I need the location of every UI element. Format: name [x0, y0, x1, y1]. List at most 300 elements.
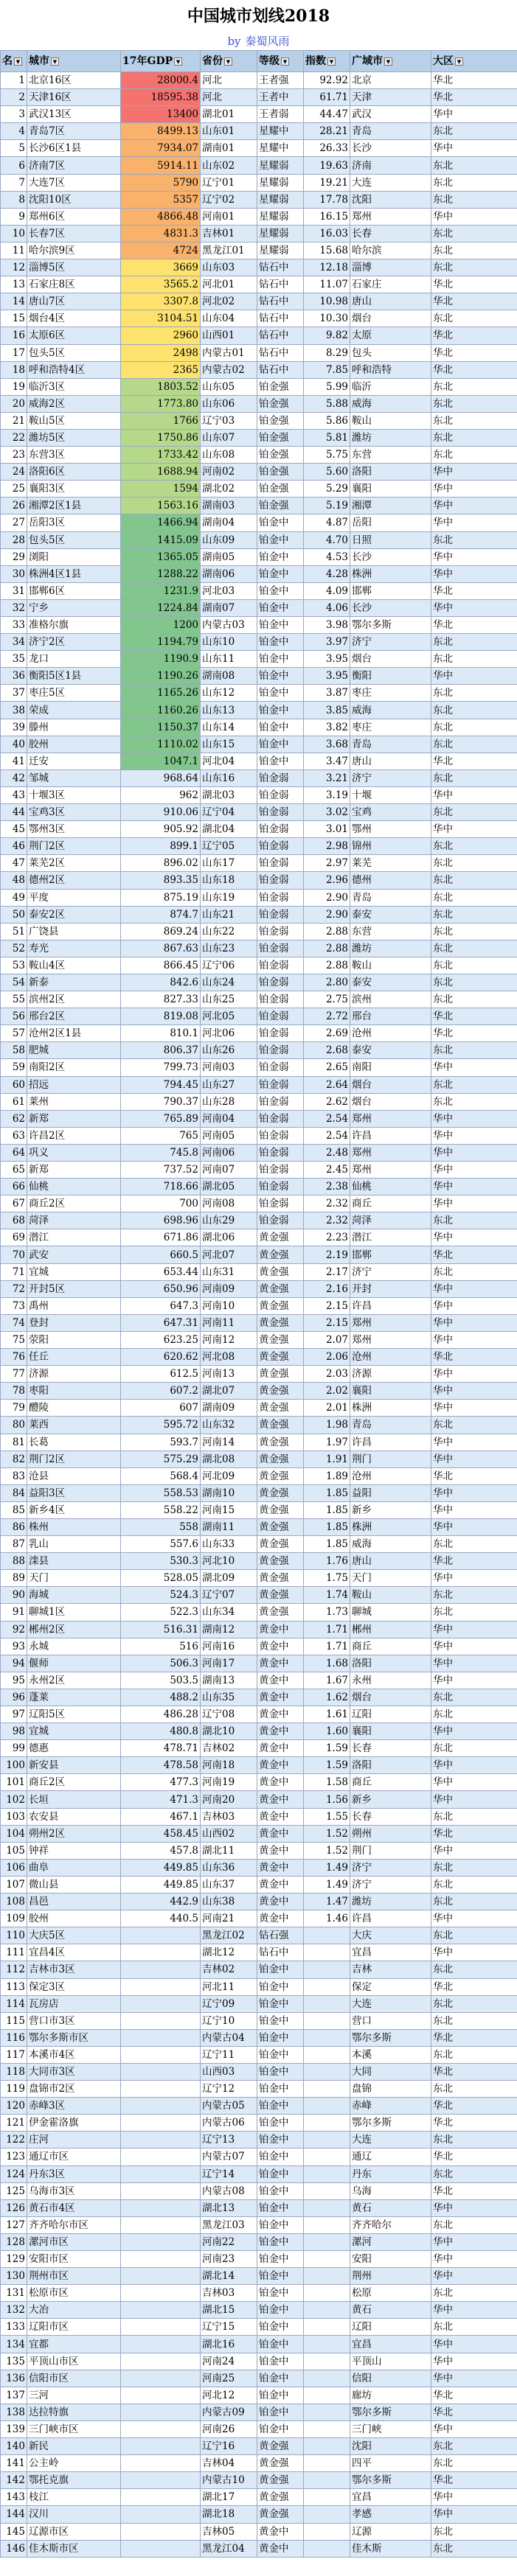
- cell-index: 2.69: [304, 1025, 350, 1042]
- cell-province: 河南03: [201, 1059, 257, 1076]
- cell-metro: 鄂尔多斯: [350, 2404, 431, 2420]
- table-row: [1, 786, 517, 803]
- filter-dropdown-icon: ▼: [384, 57, 392, 66]
- col-header-tier[interactable]: 等级 ▼: [257, 51, 304, 72]
- cell-rank: 119: [1, 2081, 27, 2098]
- cell-city: 郑州6区: [27, 208, 121, 225]
- cell-rank: 47: [1, 855, 27, 872]
- cell-region: 东北: [431, 1604, 517, 1621]
- cell-city: 通辽市区: [27, 2149, 121, 2165]
- cell-region: 华北: [431, 1025, 517, 1042]
- cell-index: 1.56: [304, 1791, 350, 1808]
- cell-city: 沧州2区1县: [27, 1025, 121, 1042]
- col-header-index[interactable]: 指数 ▼: [304, 51, 350, 72]
- cell-tier: 钻石中: [257, 344, 304, 361]
- filter-dropdown-icon: ▼: [281, 57, 289, 66]
- cell-province: 湖北11: [201, 1842, 257, 1859]
- cell-tier: 黄金强: [257, 1349, 304, 1366]
- cell-rank: 6: [1, 157, 27, 174]
- cell-region: 华北: [431, 2149, 517, 2165]
- cell-region: 东北: [431, 769, 517, 786]
- cell-city: 宝鸡3区: [27, 804, 121, 821]
- cell-tier: 铂金中: [257, 2165, 304, 2182]
- cell-metro: 鞍山: [350, 957, 431, 974]
- cell-region: 华中: [431, 1179, 517, 1195]
- cell-region: 东北: [431, 1689, 517, 1706]
- cell-metro: 太原: [350, 327, 431, 344]
- cell-index: 19.63: [304, 157, 350, 174]
- cell-province: 辽宁16: [201, 2438, 257, 2455]
- cell-metro: 长沙: [350, 140, 431, 157]
- cell-city: 太原6区: [27, 327, 121, 344]
- cell-province: 山东12: [201, 685, 257, 702]
- cell-index: [304, 2029, 350, 2046]
- cell-city: 莱芜2区: [27, 855, 121, 872]
- cell-metro: 邯郸: [350, 1246, 431, 1263]
- cell-index: [304, 2438, 350, 2455]
- cell-gdp: [121, 1978, 201, 1995]
- cell-rank: 118: [1, 2063, 27, 2080]
- cell-gdp: [121, 2268, 201, 2285]
- cell-gdp: 530.3: [121, 1553, 201, 1570]
- cell-region: 华中: [431, 668, 517, 685]
- cell-province: 河北06: [201, 1025, 257, 1042]
- col-header-city[interactable]: 城市 ▼: [27, 51, 121, 72]
- table-row: [1, 481, 517, 498]
- page-title: 中国城市划线2018: [187, 7, 330, 26]
- cell-province: 吉林02: [201, 1740, 257, 1757]
- cell-metro: 安阳: [350, 2251, 431, 2268]
- cell-region: 华中: [431, 1195, 517, 1212]
- cell-city: 禹州: [27, 1297, 121, 1314]
- cell-province: 吉林03: [201, 2285, 257, 2302]
- cell-city: 昌邑: [27, 1893, 121, 1910]
- cell-tier: 铂金中: [257, 2098, 304, 2115]
- cell-metro: 泰安: [350, 974, 431, 991]
- cell-gdp: 623.25: [121, 1331, 201, 1348]
- cell-province: 辽宁06: [201, 957, 257, 974]
- cell-rank: 129: [1, 2251, 27, 2268]
- cell-province: 河北09: [201, 1467, 257, 1484]
- cell-metro: 天津: [350, 89, 431, 106]
- cell-province: 山东35: [201, 1689, 257, 1706]
- table-row: [1, 599, 517, 616]
- cell-province: 山东09: [201, 531, 257, 548]
- col-header-region[interactable]: 大区 ▼: [431, 51, 517, 72]
- cell-region: 华中: [431, 565, 517, 582]
- cell-gdp: 875.19: [121, 889, 201, 906]
- cell-rank: 114: [1, 1995, 27, 2012]
- cell-gdp: 1047.1: [121, 753, 201, 769]
- cell-region: 东北: [431, 2132, 517, 2149]
- cell-index: 1.58: [304, 1774, 350, 1791]
- cell-city: 新郑: [27, 1162, 121, 1179]
- cell-rank: 8: [1, 191, 27, 208]
- cell-index: 1.67: [304, 1672, 350, 1689]
- cell-city: 赤峰3区: [27, 2098, 121, 2115]
- cell-metro: 哈尔滨: [350, 242, 431, 259]
- cell-rank: 106: [1, 1859, 27, 1876]
- cell-metro: 荆州: [350, 2268, 431, 2285]
- cell-province: 山东34: [201, 1604, 257, 1621]
- cell-metro: 锦州: [350, 838, 431, 855]
- table-row: [1, 1349, 517, 1366]
- cell-rank: 30: [1, 565, 27, 582]
- cell-metro: 宜昌: [350, 2489, 431, 2506]
- table-row: [1, 1893, 517, 1910]
- table-row: [1, 2182, 517, 2199]
- cell-province: 湖北06: [201, 1229, 257, 1246]
- cell-region: 东北: [431, 1808, 517, 1825]
- table-row: [1, 668, 517, 685]
- cell-province: 河南12: [201, 1331, 257, 1348]
- table-row: [1, 1417, 517, 1434]
- cell-index: 3.19: [304, 786, 350, 803]
- cell-index: 92.92: [304, 72, 350, 89]
- cell-gdp: [121, 2081, 201, 2098]
- cell-province: 湖南01: [201, 140, 257, 157]
- cell-tier: 铂金弱: [257, 1042, 304, 1059]
- cell-rank: 91: [1, 1604, 27, 1621]
- cell-index: 2.80: [304, 974, 350, 991]
- table-row: [1, 514, 517, 531]
- cell-province: 河南20: [201, 1791, 257, 1808]
- cell-tier: 星耀弱: [257, 242, 304, 259]
- cell-city: 平顶山市区: [27, 2353, 121, 2370]
- cell-province: 辽宁03: [201, 412, 257, 429]
- cell-province: 湖南08: [201, 668, 257, 685]
- cell-index: 2.02: [304, 1383, 350, 1400]
- cell-province: 湖南12: [201, 1621, 257, 1638]
- cell-index: 2.54: [304, 1110, 350, 1127]
- table-row: [1, 634, 517, 651]
- cell-metro: 乌海: [350, 2182, 431, 2199]
- cell-region: 华北: [431, 2098, 517, 2115]
- cell-province: 湖北15: [201, 2302, 257, 2319]
- cell-city: 淄博5区: [27, 259, 121, 276]
- cell-region: 东北: [431, 531, 517, 548]
- cell-rank: 48: [1, 872, 27, 889]
- cell-gdp: 2365: [121, 361, 201, 378]
- cell-region: 华中: [431, 1400, 517, 1417]
- cell-rank: 123: [1, 2149, 27, 2165]
- cell-gdp: [121, 2182, 201, 2199]
- cell-city: 临沂3区: [27, 378, 121, 395]
- table-row: [1, 2233, 517, 2250]
- cell-metro: 天门: [350, 1570, 431, 1587]
- cell-metro: 武汉: [350, 106, 431, 123]
- cell-gdp: 1803.52: [121, 378, 201, 395]
- cell-rank: 124: [1, 2165, 27, 2182]
- cell-metro: 聊城: [350, 1604, 431, 1621]
- cell-rank: 86: [1, 1518, 27, 1535]
- cell-rank: 121: [1, 2115, 27, 2132]
- cell-tier: 铂金中: [257, 2063, 304, 2080]
- cell-province: 山东21: [201, 906, 257, 923]
- cell-tier: 黄金中: [257, 1876, 304, 1893]
- cell-tier: 星耀弱: [257, 174, 304, 191]
- cell-city: 枝江: [27, 2489, 121, 2506]
- cell-province: 湖北10: [201, 1723, 257, 1740]
- cell-index: 4.87: [304, 514, 350, 531]
- cell-index: [304, 2540, 350, 2557]
- cell-region: 华中: [431, 1366, 517, 1383]
- cell-rank: 33: [1, 617, 27, 634]
- cell-gdp: [121, 2506, 201, 2523]
- cell-tier: 铂金中: [257, 514, 304, 531]
- cell-province: 山西01: [201, 327, 257, 344]
- cell-gdp: 790.37: [121, 1093, 201, 1110]
- cell-rank: 21: [1, 412, 27, 429]
- cell-city: 荣成: [27, 702, 121, 719]
- cell-index: 2.88: [304, 940, 350, 957]
- cell-region: 东北: [431, 872, 517, 889]
- table-row: [1, 1059, 517, 1076]
- cell-city: 肥城: [27, 1042, 121, 1059]
- table-row: [1, 1297, 517, 1314]
- table-row: [1, 2098, 517, 2115]
- cell-city: 益阳3区: [27, 1484, 121, 1501]
- cell-province: 湖北03: [201, 786, 257, 803]
- table-row: [1, 1179, 517, 1195]
- cell-rank: 56: [1, 1008, 27, 1025]
- cell-tier: 铂金中: [257, 634, 304, 651]
- cell-rank: 130: [1, 2268, 27, 2285]
- cell-province: 辽宁11: [201, 2046, 257, 2063]
- table-row: [1, 1553, 517, 1570]
- table-row: [1, 1093, 517, 1110]
- table-row: [1, 2029, 517, 2046]
- cell-metro: 襄阳: [350, 481, 431, 498]
- col-header-province[interactable]: 省份 ▼: [201, 51, 257, 72]
- cell-gdp: 799.73: [121, 1059, 201, 1076]
- cell-metro: 株洲: [350, 565, 431, 582]
- cell-tier: 铂金中: [257, 1995, 304, 2012]
- cell-index: 3.02: [304, 804, 350, 821]
- cell-tier: 黄金中: [257, 1774, 304, 1791]
- cell-province: 内蒙古04: [201, 2029, 257, 2046]
- table-row: [1, 889, 517, 906]
- filter-dropdown-icon: ▼: [174, 57, 182, 66]
- cell-metro: 长春: [350, 1808, 431, 1825]
- cell-region: 华北: [431, 344, 517, 361]
- cell-city: 东营3区: [27, 447, 121, 464]
- cell-province: 山东32: [201, 1417, 257, 1434]
- cell-gdp: [121, 1961, 201, 1978]
- cell-rank: 103: [1, 1808, 27, 1825]
- cell-city: 枣庄5区: [27, 685, 121, 702]
- cell-rank: 36: [1, 668, 27, 685]
- table-row: [1, 2132, 517, 2149]
- cell-metro: 长沙: [350, 548, 431, 565]
- col-header-rank[interactable]: 名 ▼: [1, 51, 27, 72]
- table-row: [1, 2063, 517, 2080]
- cell-city: 青岛7区: [27, 123, 121, 140]
- cell-metro: 新乡: [350, 1791, 431, 1808]
- cell-metro: 许昌: [350, 1910, 431, 1927]
- cell-region: 华中: [431, 1672, 517, 1689]
- cell-rank: 34: [1, 634, 27, 651]
- byline-author: 秦蜀风雨: [245, 35, 290, 48]
- cell-gdp: 765: [121, 1127, 201, 1144]
- table-row: [1, 1008, 517, 1025]
- table-row: [1, 906, 517, 923]
- cell-city: 宜都: [27, 2336, 121, 2353]
- cell-index: [304, 2302, 350, 2319]
- cell-province: 黑龙江01: [201, 242, 257, 259]
- cell-tier: 铂金强: [257, 498, 304, 514]
- cell-gdp: 1150.37: [121, 719, 201, 736]
- cell-metro: 郑州: [350, 208, 431, 225]
- cell-metro: 洛阳: [350, 1757, 431, 1774]
- cell-rank: 100: [1, 1757, 27, 1774]
- cell-tier: 铂金弱: [257, 855, 304, 872]
- cell-tier: 钻石强: [257, 1927, 304, 1944]
- cell-rank: 46: [1, 838, 27, 855]
- table-row: [1, 1961, 517, 1978]
- table-row: [1, 2285, 517, 2302]
- cell-region: 华中: [431, 1774, 517, 1791]
- cell-metro: 通辽: [350, 2149, 431, 2165]
- cell-gdp: 867.63: [121, 940, 201, 957]
- cell-gdp: 810.1: [121, 1025, 201, 1042]
- cell-city: 滨州2区: [27, 991, 121, 1008]
- cell-tier: 铂金弱: [257, 786, 304, 803]
- cell-city: 平度: [27, 889, 121, 906]
- cell-index: [304, 2506, 350, 2523]
- table-row: [1, 344, 517, 361]
- cell-city: 保定3区: [27, 1978, 121, 1995]
- cell-province: 湖北16: [201, 2336, 257, 2353]
- cell-index: 2.90: [304, 906, 350, 923]
- table-row: [1, 1366, 517, 1383]
- cell-province: 山西03: [201, 2063, 257, 2080]
- cell-metro: 郑州: [350, 1110, 431, 1127]
- cell-gdp: 440.5: [121, 1910, 201, 1927]
- cell-gdp: 899.1: [121, 838, 201, 855]
- cell-region: 华中: [431, 1791, 517, 1808]
- cell-region: 东北: [431, 225, 517, 242]
- cell-city: 准格尔旗: [27, 617, 121, 634]
- cell-province: 河南05: [201, 1127, 257, 1144]
- cell-gdp: 449.85: [121, 1859, 201, 1876]
- cell-index: [304, 2387, 350, 2404]
- cell-region: 东北: [431, 2540, 517, 2557]
- cell-index: 2.07: [304, 1331, 350, 1348]
- cell-tier: 黄金强: [257, 2489, 304, 2506]
- cell-metro: 大同: [350, 2063, 431, 2080]
- cell-city: 盘锦市2区: [27, 2081, 121, 2098]
- cell-tier: 铂金中: [257, 2370, 304, 2387]
- table-row: [1, 464, 517, 481]
- table-row: [1, 1978, 517, 1995]
- cell-index: 2.72: [304, 1008, 350, 1025]
- cell-gdp: [121, 2149, 201, 2165]
- cell-rank: 26: [1, 498, 27, 514]
- cell-tier: 铂金中: [257, 1961, 304, 1978]
- cell-gdp: 1200: [121, 617, 201, 634]
- cell-rank: 137: [1, 2387, 27, 2404]
- cell-index: 1.91: [304, 1451, 350, 1467]
- cell-region: 华中: [431, 2233, 517, 2250]
- cell-index: [304, 1978, 350, 1995]
- cell-gdp: 449.85: [121, 1876, 201, 1893]
- cell-index: 17.78: [304, 191, 350, 208]
- cell-region: 华北: [431, 2472, 517, 2489]
- cell-gdp: [121, 2472, 201, 2489]
- cell-gdp: 765.89: [121, 1110, 201, 1127]
- cell-city: 登封: [27, 1314, 121, 1331]
- cell-metro: 宜昌: [350, 1944, 431, 1961]
- cell-region: 华北: [431, 753, 517, 769]
- cell-index: [304, 2370, 350, 2387]
- cell-rank: 7: [1, 174, 27, 191]
- cell-rank: 116: [1, 2029, 27, 2046]
- cell-rank: 25: [1, 481, 27, 498]
- cell-metro: 黄石: [350, 2199, 431, 2216]
- cell-gdp: [121, 2285, 201, 2302]
- cell-province: 黑龙江04: [201, 2540, 257, 2557]
- cell-rank: 73: [1, 1297, 27, 1314]
- cell-tier: 黄金强: [257, 1280, 304, 1297]
- cell-tier: 铂金强: [257, 429, 304, 446]
- cell-gdp: [121, 2115, 201, 2132]
- cell-metro: 东营: [350, 923, 431, 940]
- cell-tier: 铂金中: [257, 2251, 304, 2268]
- cell-city: 包头5区: [27, 531, 121, 548]
- cell-metro: 菏泽: [350, 1212, 431, 1229]
- cell-metro: 仙桃: [350, 1179, 431, 1195]
- cell-tier: 铂金中: [257, 582, 304, 599]
- table-row: [1, 2115, 517, 2132]
- table-row: [1, 940, 517, 957]
- cell-index: 2.03: [304, 1366, 350, 1383]
- table-row: [1, 2046, 517, 2063]
- cell-province: 山东10: [201, 634, 257, 651]
- cell-province: 山东27: [201, 1076, 257, 1093]
- cell-province: 河北03: [201, 582, 257, 599]
- cell-gdp: 866.45: [121, 957, 201, 974]
- cell-metro: 株洲: [350, 1518, 431, 1535]
- table-row: [1, 1280, 517, 1297]
- cell-region: 华北: [431, 1553, 517, 1570]
- cell-metro: 鞍山: [350, 412, 431, 429]
- cell-gdp: [121, 2353, 201, 2370]
- cell-city: 荥阳: [27, 1331, 121, 1348]
- cell-index: [304, 2216, 350, 2233]
- cell-gdp: 1194.79: [121, 634, 201, 651]
- cell-tier: 铂金强: [257, 395, 304, 412]
- cell-index: 1.97: [304, 1434, 350, 1451]
- col-header-gdp[interactable]: 17年GDP ▼: [121, 51, 201, 72]
- col-header-metro[interactable]: 广域市 ▼: [350, 51, 431, 72]
- cell-city: 丹东3区: [27, 2165, 121, 2182]
- cell-rank: 98: [1, 1723, 27, 1740]
- cell-gdp: 1594: [121, 481, 201, 498]
- cell-region: 东北: [431, 2046, 517, 2063]
- cell-region: 华中: [431, 1127, 517, 1144]
- cell-city: 信阳市区: [27, 2370, 121, 2387]
- cell-index: 3.68: [304, 736, 350, 753]
- cell-tier: 铂金强: [257, 447, 304, 464]
- cell-city: 宜城: [27, 1263, 121, 1280]
- cell-city: 长垣: [27, 1791, 121, 1808]
- cell-rank: 74: [1, 1314, 27, 1331]
- cell-metro: 长沙: [350, 599, 431, 616]
- cell-rank: 42: [1, 769, 27, 786]
- cell-city: 龙口: [27, 651, 121, 668]
- cell-city: 农安县: [27, 1808, 121, 1825]
